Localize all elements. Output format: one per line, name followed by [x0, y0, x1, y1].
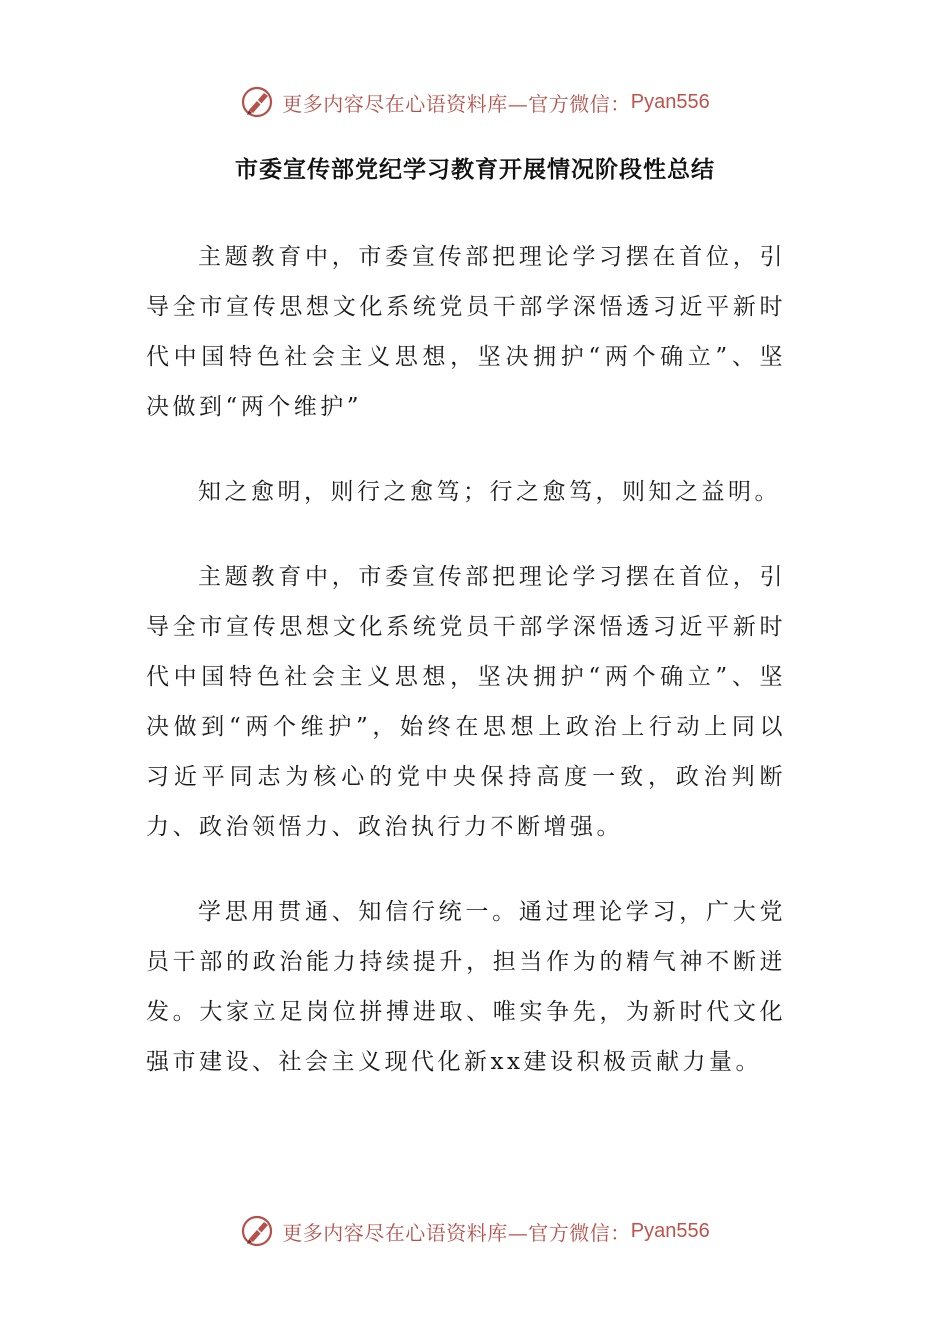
paragraph-1: 主题教育中，市委宣传部把理论学习摆在首位，引导全市宣传思想文化系统党员干部学深悟透习近平新时代中国特色社会主义思想，坚决拥护“两个确立”、坚决做到“两个维护” [146, 244, 786, 420]
document-title: 市委宣传部党纪学习教育开展情况阶段性总结 [235, 157, 715, 183]
header-banner-handle: Pyan556 [630, 90, 710, 113]
header-banner-text: 更多内容尽在心语资料库—官方微信： [282, 91, 631, 116]
paragraph-4: 学思用贯通、知信行统一。通过理论学习，广大党员干部的政治能力持续提升，担当作为的精气神不断迸发。大家立足岗位拼搏进取、唯实争先，为新时代文化强市建设、社会主义现代化新xx建设积极贡献力量。 [146, 899, 786, 1075]
footer-banner [0, 1211, 950, 1251]
footer-banner-text: 更多内容尽在心语资料库—官方微信： [282, 1220, 631, 1245]
pen-circle-logo-icon [240, 84, 276, 120]
paragraph-3: 主题教育中，市委宣传部把理论学习摆在首位，引导全市宣传思想文化系统党员干部学深悟透习近平新时代中国特色社会主义思想，坚决拥护“两个确立”、坚决做到“两个维护”，始终在思想上政治上行动上同以习近平同志为核心的党中央保持高度一致，政治判断力、政治领悟力、政治执行力不断增强。 [146, 564, 786, 840]
header-banner [0, 82, 950, 122]
paragraph-2: 知之愈明，则行之愈笃；行之愈笃，则知之益明。 [198, 479, 781, 505]
pen-circle-logo-icon [240, 1213, 276, 1249]
footer-banner-handle: Pyan556 [630, 1219, 710, 1242]
